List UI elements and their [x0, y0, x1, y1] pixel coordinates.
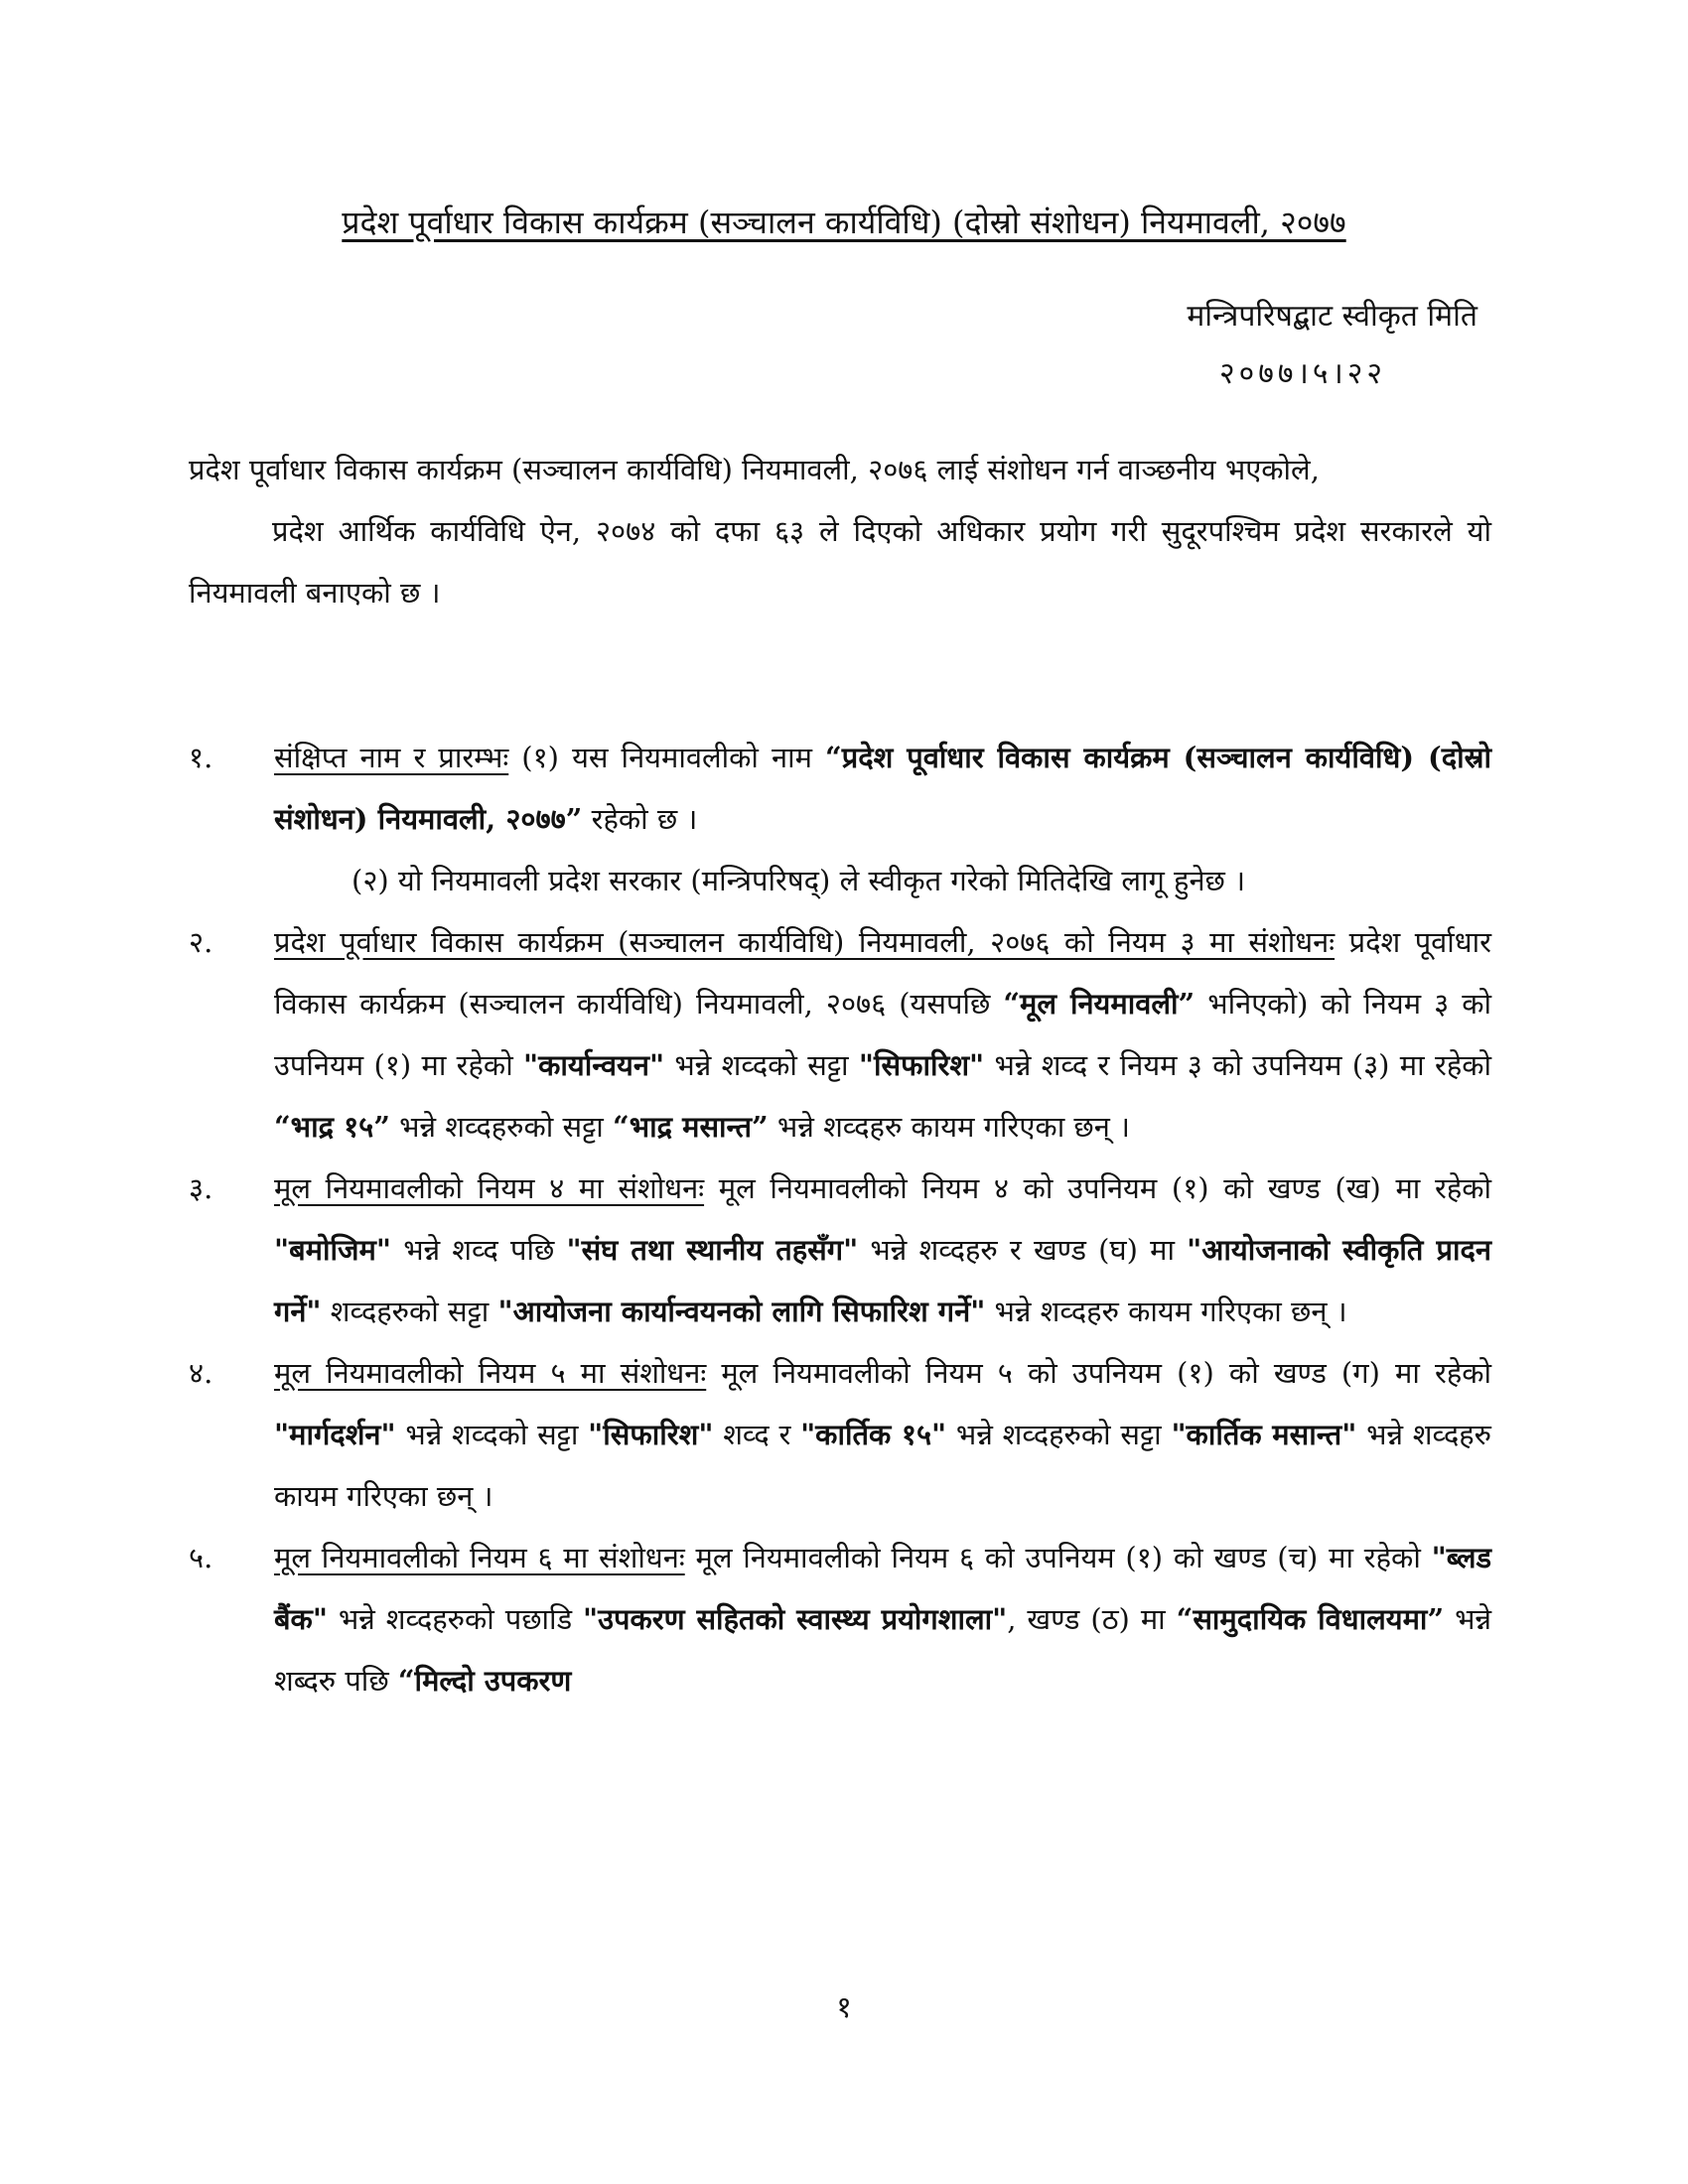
section-bold-text: "आयोजना कार्यान्वयनको लागि सिफारिश गर्ने"	[497, 1295, 986, 1328]
section-text: भन्ने शव्दहरु कायम गरिएका छन् ।	[274, 1418, 1491, 1513]
section-text: भन्ने शब्दरु पछि	[274, 1602, 1491, 1698]
section-text: शव्दहरुको सट्टा	[321, 1295, 498, 1328]
section-text: शव्द र	[713, 1418, 801, 1451]
section-bold-text: "सिफारिश"	[858, 1048, 985, 1082]
section-text: मूल नियमावलीको नियम ६ को उपनियम (१) को खण्ड (च) मा रहेको	[684, 1541, 1432, 1574]
section-text: , खण्ड (ठ) मा	[1007, 1602, 1177, 1636]
section-bold-text: “भाद्र १५”	[274, 1110, 390, 1144]
section-bold-text: “सामुदायिक विधालयमा”	[1176, 1602, 1445, 1636]
section-number: १.	[189, 741, 213, 774]
section-text: भन्ने शव्दहरुको सट्टा	[389, 1110, 614, 1144]
section-text: भन्ने शव्दहरु कायम गरिएका छन् ।	[985, 1295, 1347, 1328]
section-number: ४.	[189, 1356, 213, 1390]
section-text: भन्ने शव्द पछि	[391, 1233, 567, 1267]
section-text: भन्ने शव्दको सट्टा	[664, 1048, 859, 1082]
section-heading: संक्षिप्त नाम र प्रारम्भः	[274, 741, 509, 774]
approval-block	[961, 288, 1477, 403]
section-bold-text: “मूल नियमावली”	[1003, 987, 1196, 1021]
section-bold-text: "सिफारिश"	[588, 1418, 714, 1451]
preamble-paragraph-2: प्रदेश आर्थिक कार्यविधि ऐन, २०७४ को दफा ६३ ले दिएको अधिकार प्रयोग गरी सुदूरपश्चिम प्रदेश सरकारले यो नियमावली बनाएको छ ।	[189, 514, 1491, 610]
section-4	[189, 1342, 1491, 1527]
section-number: ५.	[189, 1541, 213, 1574]
section-heading: प्रदेश पूर्वाधार विकास कार्यक्रम (सञ्चालन कार्यविधि) नियमावली, २०७६ को नियम ३ मा संशोधनः	[274, 925, 1336, 959]
section-text: भन्ने शव्दको सट्टा	[395, 1418, 589, 1451]
section-bold-text: "बमोजिम"	[274, 1233, 392, 1267]
section-text: भन्ने शव्दहरु र खण्ड (घ) मा	[858, 1233, 1188, 1267]
section-bold-text: "ब्लड बैंक"	[274, 1541, 1492, 1636]
preamble-paragraph-1: प्रदेश पूर्वाधार विकास कार्यक्रम (सञ्चालन कार्यविधि) नियमावली, २०७६ लाई संशोधन गर्न वाञ्छनीय भएकोले,	[189, 453, 1320, 486]
section-text: मूल नियमावलीको नियम ५ को उपनियम (१) को खण्ड (ग) मा रहेको	[706, 1356, 1491, 1390]
section-heading: मूल नियमावलीको नियम ४ मा संशोधनः	[274, 1171, 705, 1205]
section-bold-text: "मार्गदर्शन"	[274, 1418, 396, 1451]
section-text: मूल नियमावलीको नियम ४ को उपनियम (१) को खण्ड (ख) मा रहेको	[704, 1171, 1492, 1205]
section-bold-text: "कार्तिक मसान्त"	[1171, 1418, 1357, 1451]
section-bold-text: “प्रदेश पूर्वाधार विकास कार्यक्रम (सञ्चालन कार्यविधि) (दोस्रो संशोधन) नियमावली, २०७७”	[274, 741, 1492, 836]
section-text: भन्ने शव्दहरुको सट्टा	[946, 1418, 1172, 1451]
section-bold-text: "संघ तथा स्थानीय तहसँग"	[566, 1233, 859, 1267]
section-5	[189, 1527, 1491, 1711]
section-1	[189, 727, 1491, 911]
section-3	[189, 1158, 1491, 1342]
section-heading: मूल नियमावलीको नियम ६ मा संशोधनः	[274, 1541, 685, 1574]
page-number: १	[836, 1990, 852, 2025]
approval-label: मन्त्रिपरिषद्बाट स्वीकृत मिति	[1187, 299, 1477, 334]
section-text: रहेको छ ।	[582, 802, 698, 836]
section-heading: मूल नियमावलीको नियम ५ मा संशोधनः	[274, 1356, 707, 1390]
sections-list	[189, 727, 1491, 1711]
section-bold-text: "कार्तिक १५"	[800, 1418, 947, 1451]
section-text: (१) यस नियमावलीको नाम	[508, 741, 826, 774]
section-bold-text: "उपकरण सहितको स्वास्थ्य प्रयोगशाला"	[583, 1602, 1008, 1636]
section-2	[189, 911, 1491, 1158]
section-bold-text: “मिल्दो उपकरण	[397, 1664, 572, 1698]
section-text: भन्ने शव्दहरु कायम गरिएका छन् ।	[768, 1110, 1131, 1144]
section-bold-text: “भाद्र मसान्त”	[613, 1110, 769, 1144]
section-text: भनिएको) को नियम ३ को उपनियम (१) मा रहेको	[274, 987, 1491, 1082]
section-text: भन्ने शव्द र नियम ३ को उपनियम (३) मा रहेको	[984, 1048, 1492, 1082]
section-subclause: (२) यो नियमावली प्रदेश सरकार (मन्त्रिपरिषद्) ले स्वीकृत गरेको मितिदेखि लागू हुनेछ ।	[352, 864, 1246, 897]
section-bold-text: "कार्यान्वयन"	[523, 1048, 665, 1082]
section-number: ३.	[189, 1171, 213, 1205]
section-bold-text: "आयोजनाको स्वीकृति प्रादन गर्ने"	[274, 1233, 1491, 1328]
preamble	[189, 439, 1491, 623]
section-text: प्रदेश पूर्वाधार विकास कार्यक्रम (सञ्चालन कार्यविधि) नियमावली, २०७६ (यसपछि	[274, 925, 1492, 1021]
page-title: प्रदेश पूर्वाधार विकास कार्यक्रम (सञ्चालन कार्यविधि) (दोस्रो संशोधन) नियमावली, २०७७	[342, 204, 1346, 241]
section-number: २.	[189, 925, 213, 959]
section-text: भन्ने शव्दहरुको पछाडि	[327, 1602, 584, 1636]
approval-date: २०७७।५।२२	[1219, 356, 1386, 391]
